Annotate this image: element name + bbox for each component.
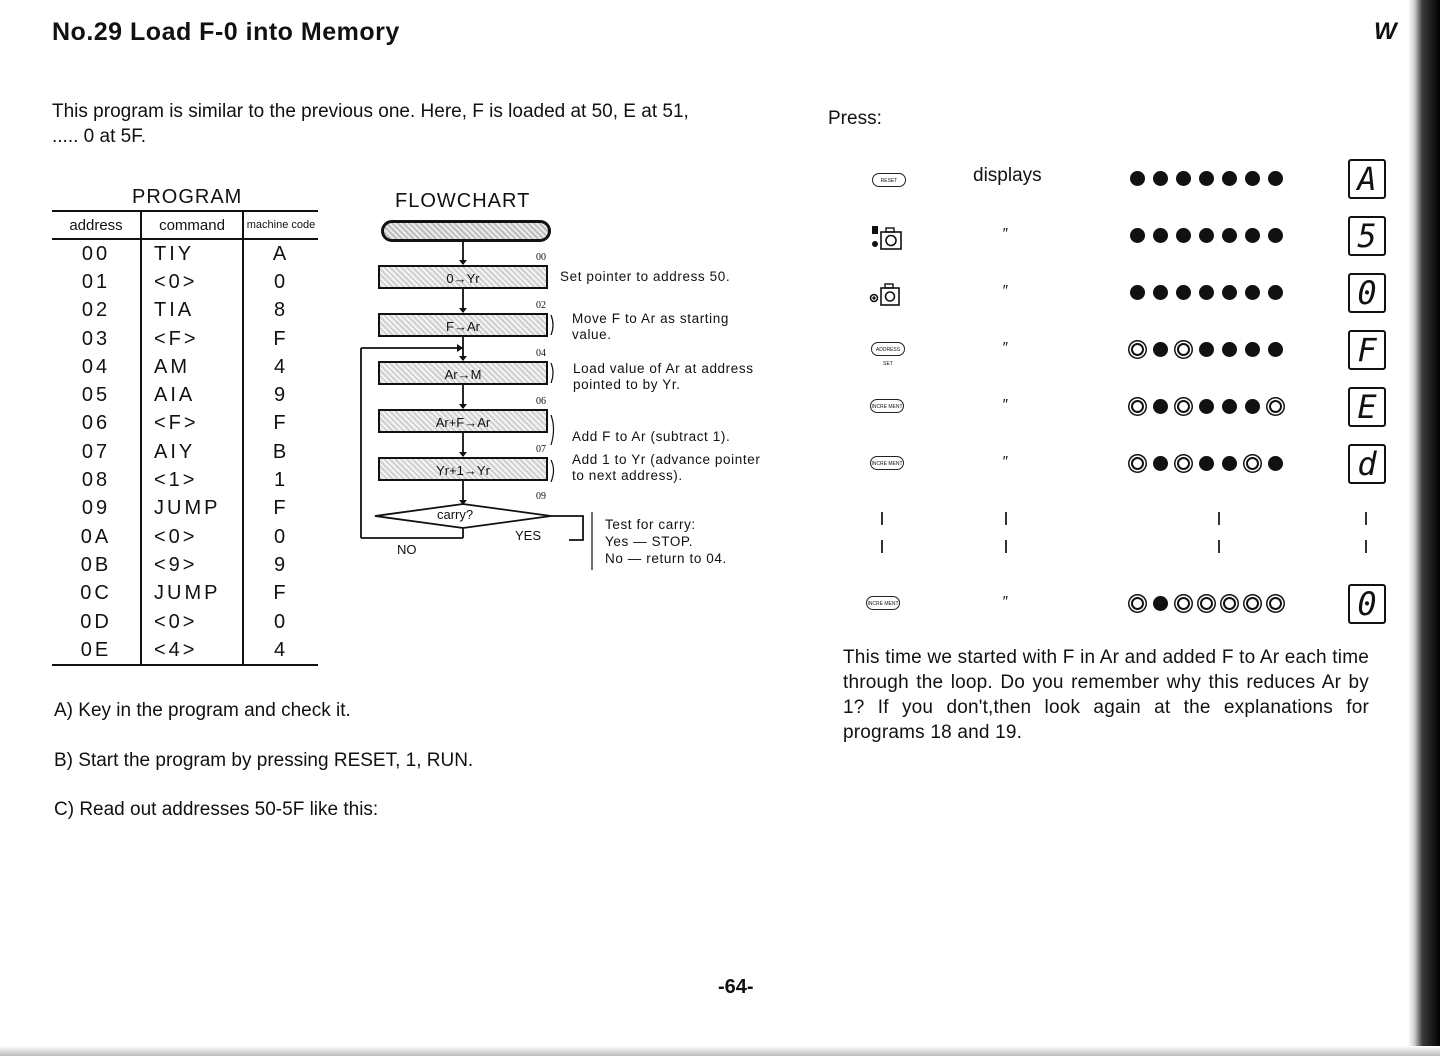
seven-seg-digit: 0 — [1348, 584, 1386, 624]
row-address: 09 — [52, 495, 141, 523]
row-address: 0D — [52, 608, 141, 636]
row-address: 07 — [52, 438, 141, 466]
program-row — [52, 325, 318, 353]
flow-yes-label: YES — [515, 528, 542, 543]
row-command: AM — [141, 353, 243, 381]
row-address: 0E — [52, 636, 141, 665]
led-lit — [1220, 454, 1239, 473]
explanation-paragraph: This time we started with F in Ar and added F to Ar each time through the loop. Do you remember why this reduces Ar by 1? If you don't,then look again at the explanations for programs 18 and 19. — [843, 647, 1369, 743]
flow-addr-02: 02 — [536, 300, 546, 311]
led-lit — [1151, 397, 1170, 416]
led-unlit — [1174, 397, 1193, 416]
increment-key-icon: INCRE MENT — [870, 399, 904, 413]
continuation-mark — [1005, 512, 1007, 525]
row-command: <1> — [141, 466, 243, 494]
led-unlit — [1220, 594, 1239, 613]
led-lit — [1174, 169, 1193, 188]
row-command: <0> — [141, 268, 243, 296]
program-row — [52, 495, 318, 523]
row-command: JUMP — [141, 495, 243, 523]
led-lit — [1266, 283, 1285, 302]
flow-decision-note — [605, 516, 727, 567]
led-unlit — [1128, 454, 1147, 473]
seven-seg-digit: F — [1348, 330, 1386, 370]
row-address: 05 — [52, 381, 141, 409]
flow-no-label: NO — [397, 542, 417, 557]
ditto-mark: ″ — [1002, 593, 1008, 610]
led-lit — [1243, 283, 1262, 302]
led-lit — [1197, 397, 1216, 416]
row-machine-code: 8 — [273, 299, 289, 322]
led-lit — [1174, 283, 1193, 302]
step-b: B) Start the program by pressing RESET, 1, RUN. — [54, 750, 474, 771]
flow-decision-label: carry? — [437, 507, 474, 522]
page-edge-shadow — [1408, 0, 1440, 1056]
decision-note-line-3: No — return to 04. — [605, 551, 727, 566]
led-unlit — [1266, 397, 1285, 416]
row-address: 02 — [52, 297, 141, 325]
flow-note-1: Move F to Ar as starting value. — [572, 311, 729, 342]
program-row — [52, 523, 318, 551]
led-lit — [1243, 340, 1262, 359]
ditto-mark: ″ — [1002, 339, 1008, 356]
row-machine-code: 9 — [273, 553, 289, 576]
led-unlit — [1128, 340, 1147, 359]
press-label: Press: — [828, 108, 882, 129]
program-row — [52, 438, 318, 466]
led-lit — [1197, 283, 1216, 302]
led-lit — [1220, 283, 1239, 302]
row-machine-code: F — [273, 327, 289, 350]
led-row — [1128, 283, 1285, 302]
led-lit — [1266, 454, 1285, 473]
program-row — [52, 580, 318, 608]
flow-note-2: Load value of Ar at address pointed to by Yr. — [573, 361, 754, 392]
camera-0-icon — [868, 280, 902, 308]
led-unlit — [1128, 594, 1147, 613]
led-lit — [1128, 169, 1147, 188]
flow-box-0: 0→Yr — [378, 265, 548, 289]
flow-addr-06: 06 — [536, 396, 546, 407]
seven-seg-digit: 0 — [1348, 273, 1386, 313]
led-unlit — [1197, 594, 1216, 613]
step-c: C) Read out addresses 50-5F like this: — [54, 799, 379, 820]
row-command: <F> — [141, 410, 243, 438]
program-row — [52, 268, 318, 296]
flow-addr-07: 07 — [536, 444, 546, 455]
led-unlit — [1174, 454, 1193, 473]
row-machine-code: A — [272, 242, 290, 265]
led-lit — [1243, 169, 1262, 188]
decision-note-line-2: Yes — STOP. — [605, 534, 694, 549]
led-lit — [1174, 226, 1193, 245]
seven-seg-digit: d — [1348, 444, 1386, 484]
decision-note-line-1: Test for carry: — [605, 517, 696, 532]
led-row — [1128, 340, 1285, 359]
led-unlit — [1243, 594, 1262, 613]
continuation-mark — [881, 512, 883, 525]
page-number: -64- — [718, 976, 754, 998]
row-address: 01 — [52, 268, 141, 296]
header-address: address — [52, 211, 141, 239]
row-machine-code: 4 — [243, 636, 318, 665]
flow-box-1: F→Ar — [378, 313, 548, 337]
row-command: <F> — [141, 325, 243, 353]
led-lit — [1266, 340, 1285, 359]
led-row — [1128, 226, 1285, 245]
program-row — [52, 551, 318, 579]
led-lit — [1243, 397, 1262, 416]
header-machine-code: machine code — [243, 211, 318, 239]
continuation-mark — [881, 540, 883, 553]
led-row — [1128, 454, 1285, 473]
seven-seg-digit: A — [1348, 159, 1386, 199]
led-row — [1128, 169, 1285, 188]
program-row — [52, 466, 318, 494]
flow-note-4: Add 1 to Yr (advance pointer to next address). — [572, 452, 761, 483]
step-a: A) Key in the program and check it. — [54, 700, 351, 721]
flow-addr-09: 09 — [536, 491, 546, 502]
row-command: <4> — [141, 636, 243, 665]
program-row — [52, 410, 318, 438]
camera-5-icon — [870, 224, 904, 252]
flowchart-title: FLOWCHART — [395, 190, 531, 212]
led-lit — [1151, 283, 1170, 302]
ditto-mark: ″ — [1002, 225, 1008, 242]
page-bottom-edge — [0, 1046, 1440, 1056]
program-header-row — [52, 211, 318, 239]
led-unlit — [1128, 397, 1147, 416]
ditto-mark: ″ — [1002, 396, 1008, 413]
row-machine-code: 0 — [273, 525, 289, 548]
flow-addr-04: 04 — [536, 348, 546, 359]
intro-paragraph: This program is similar to the previous one. Here, F is loaded at 50, E at 51, ..... 0 at 5F. — [52, 101, 689, 147]
continuation-mark — [1365, 512, 1367, 525]
row-address: 0A — [52, 523, 141, 551]
program-table — [52, 210, 318, 666]
program-row — [52, 381, 318, 409]
led-lit — [1128, 283, 1147, 302]
displays-label: displays — [973, 165, 1042, 186]
led-lit — [1266, 169, 1285, 188]
row-address: 00 — [52, 239, 141, 268]
program-row — [52, 608, 318, 636]
led-row — [1128, 397, 1285, 416]
seven-seg-digit: 5 — [1348, 216, 1386, 256]
program-row — [52, 353, 318, 381]
ditto-mark: ″ — [1002, 282, 1008, 299]
led-lit — [1266, 226, 1285, 245]
led-lit — [1197, 454, 1216, 473]
row-command: <0> — [141, 608, 243, 636]
increment-key-icon: INCRE MENT — [870, 456, 904, 470]
flowchart-start — [381, 220, 551, 242]
row-machine-code: F — [273, 497, 289, 520]
row-address: 04 — [52, 353, 141, 381]
led-unlit — [1266, 594, 1285, 613]
program-row — [52, 297, 318, 325]
row-machine-code: 0 — [273, 610, 289, 633]
row-address: 06 — [52, 410, 141, 438]
row-machine-code: 1 — [273, 469, 289, 492]
led-unlit — [1174, 340, 1193, 359]
row-machine-code: F — [273, 582, 289, 605]
flow-note-0: Set pointer to address 50. — [560, 269, 731, 284]
row-address: 0B — [52, 551, 141, 579]
continuation-mark — [1218, 512, 1220, 525]
program-row — [52, 636, 318, 665]
flow-box-2: Ar→M — [378, 361, 548, 385]
program-row — [52, 239, 318, 268]
continuation-mark — [1365, 540, 1367, 553]
led-lit — [1243, 226, 1262, 245]
page-title: No.29 Load F-0 into Memory — [52, 18, 400, 46]
led-lit — [1220, 169, 1239, 188]
address-set-key-icon: ADDRESS SET — [871, 342, 905, 356]
continuation-mark — [1218, 540, 1220, 553]
reset-key-icon: RESET — [872, 173, 906, 187]
led-lit — [1220, 226, 1239, 245]
led-lit — [1197, 340, 1216, 359]
flow-addr-00: 00 — [536, 252, 546, 263]
row-command: <9> — [141, 551, 243, 579]
row-command: JUMP — [141, 580, 243, 608]
row-command: TIY — [141, 239, 243, 268]
led-lit — [1220, 340, 1239, 359]
led-lit — [1151, 340, 1170, 359]
row-address: 0C — [52, 580, 141, 608]
flow-note-3: Add F to Ar (subtract 1). — [572, 429, 731, 444]
header-command: command — [141, 211, 243, 239]
row-machine-code: 9 — [273, 384, 289, 407]
program-body — [52, 239, 318, 665]
row-machine-code: 4 — [273, 355, 289, 378]
led-lit — [1197, 226, 1216, 245]
led-lit — [1220, 397, 1239, 416]
flow-box-3: Ar+F→Ar — [378, 409, 548, 433]
corner-mark: W — [1374, 18, 1397, 45]
row-command: <0> — [141, 523, 243, 551]
ditto-mark: ″ — [1002, 453, 1008, 470]
flow-box-4: Yr+1→Yr — [378, 457, 548, 481]
program-title: PROGRAM — [132, 186, 243, 208]
led-lit — [1151, 226, 1170, 245]
seven-seg-digit: E — [1348, 387, 1386, 427]
led-lit — [1151, 169, 1170, 188]
row-machine-code: F — [273, 412, 289, 435]
led-unlit — [1243, 454, 1262, 473]
continuation-mark — [1005, 540, 1007, 553]
increment-key-icon: INCRE MENT — [866, 596, 900, 610]
led-lit — [1128, 226, 1147, 245]
led-unlit — [1174, 594, 1193, 613]
row-address: 08 — [52, 466, 141, 494]
row-command: AIY — [141, 438, 243, 466]
row-command: AIA — [141, 381, 243, 409]
row-address: 03 — [52, 325, 141, 353]
flowchart — [355, 212, 785, 572]
led-lit — [1151, 454, 1170, 473]
row-machine-code: 0 — [273, 270, 289, 293]
led-lit — [1151, 594, 1170, 613]
led-row — [1128, 594, 1285, 613]
row-machine-code: B — [272, 440, 290, 463]
led-lit — [1197, 169, 1216, 188]
row-command: TIA — [141, 297, 243, 325]
